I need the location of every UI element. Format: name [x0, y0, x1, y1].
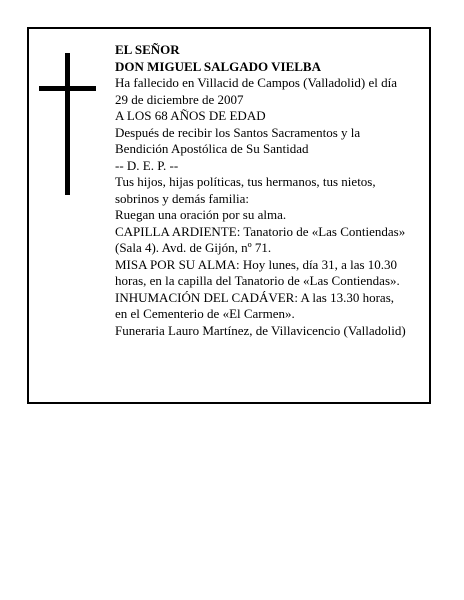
- cross-vertical-bar: [65, 53, 70, 195]
- notice-text: [115, 42, 431, 339]
- family-line: Tus hijos, hijas políticas, tus hermanos, tus nietos,: [115, 174, 376, 189]
- header-title: EL SEÑOR: [115, 42, 180, 57]
- funeral-home: Funeraria Lauro Martínez, de Villavicencio (Valladolid): [115, 322, 406, 338]
- sacraments-line: Bendición Apostólica de Su Santidad: [115, 141, 309, 156]
- burial-line: INHUMACIÓN DEL CADÁVER: A las 13.30 horas,: [115, 289, 395, 305]
- mass-line: MISA POR SU ALMA: Hoy lunes, día 31, a las 10.30: [115, 256, 398, 272]
- chapel-line: CAPILLA ARDIENTE: Tanatorio de «Las Contiendas»: [115, 223, 406, 239]
- rip-line: -- D. E. P. --: [115, 157, 179, 173]
- sacraments-line: Después de recibir los Santos Sacramentos y la: [115, 124, 361, 140]
- burial-line: en el Cementerio de «El Carmen».: [115, 306, 295, 321]
- mass-line: horas, en la capilla del Tanatorio de «Las Contiendas».: [115, 273, 400, 288]
- obituary-notice: [27, 27, 431, 404]
- death-info-line: 29 de diciembre de 2007: [115, 91, 244, 107]
- death-info-line: Ha fallecido en Villacid de Campos (Valladolid) el día: [115, 75, 398, 90]
- cross-horizontal-bar: [39, 86, 96, 91]
- chapel-line: (Sala 4). Avd. de Gijón, nº 71.: [115, 240, 272, 255]
- prayer-request: Ruegan una oración por su alma.: [115, 207, 287, 222]
- deceased-name: DON MIGUEL SALGADO VIELBA: [115, 58, 321, 74]
- age-line: A LOS 68 AÑOS DE EDAD: [115, 108, 266, 123]
- family-line: sobrinos y demás familia:: [115, 190, 249, 206]
